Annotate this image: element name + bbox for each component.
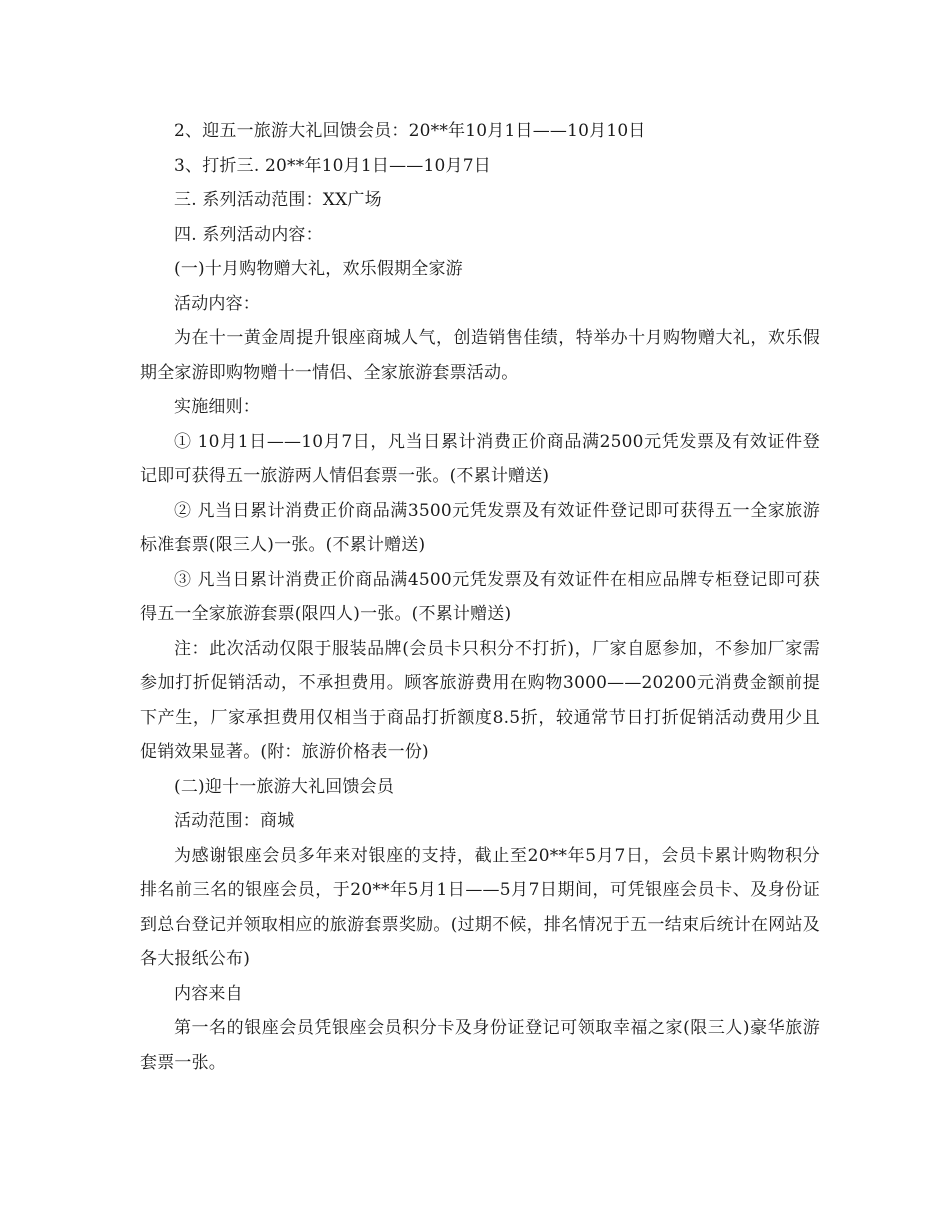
subsection-heading: (一)十月购物赠大礼，欢乐假期全家游 [174,259,463,279]
paragraph: 3、打折三. 20**年10月1日——10月7日 [174,155,491,176]
list-item: ② 凡当日累计消费正价商品满3500元凭发票及有效证件登记即可获得五一全家旅游标准套票(限三人)一张。(不累计赠送) [140,500,820,555]
section-heading: 四. 系列活动内容： [174,224,323,245]
section-heading: 三. 系列活动范围：XX广场 [174,190,382,210]
paragraph: 活动范围：商城 [174,811,295,831]
paragraph: 为在十一黄金周提升银座商城人气，创造销售佳绩，特举办十月购物赠大礼，欢乐假期全家游即购物赠十一情侣、全家旅游套票活动。 [140,328,820,383]
paragraph: 活动内容： [174,293,260,314]
paragraph: 2、迎五一旅游大礼回馈会员：20**年10月1日——10月10日 [174,121,646,141]
paragraph: 内容来自 [174,983,243,1004]
note-paragraph: 注：此次活动仅限于服装品牌(会员卡只积分不打折)，厂家自愿参加，不参加厂家需参加打折促销活动，不承担费用。顾客旅游费用在购物3000——20200元消费金额前提下产生，厂家承担费用仅相当于商品打折额度8.5折，较通常节日打折促销活动费用少且促销效果显著。(附：旅游价格表一份) [140,638,820,762]
paragraph: 实施细则： [174,397,260,417]
list-item: ③ 凡当日累计消费正价商品满4500元凭发票及有效证件在相应品牌专柜登记即可获得五一全家旅游套票(限四人)一张。(不累计赠送) [140,569,820,624]
document-body [140,114,820,1080]
list-item: ① 10月1日——10月7日，凡当日累计消费正价商品满2500元凭发票及有效证件登记即可获得五一旅游两人情侣套票一张。(不累计赠送) [140,431,820,486]
paragraph: 第一名的银座会员凭银座会员积分卡及身份证登记可领取幸福之家(限三人)豪华旅游套票一张。 [140,1018,820,1073]
subsection-heading: (二)迎十一旅游大礼回馈会员 [174,776,395,797]
paragraph: 为感谢银座会员多年来对银座的支持，截止至20**年5月7日，会员卡累计购物积分排名前三名的银座会员，于20**年5月1日——5月7日期间，可凭银座会员卡、及身份证到总台登记并领取相应的旅游套票奖励。(过期不候，排名情况于五一结束后统计在网站及各大报纸公布) [140,845,820,969]
